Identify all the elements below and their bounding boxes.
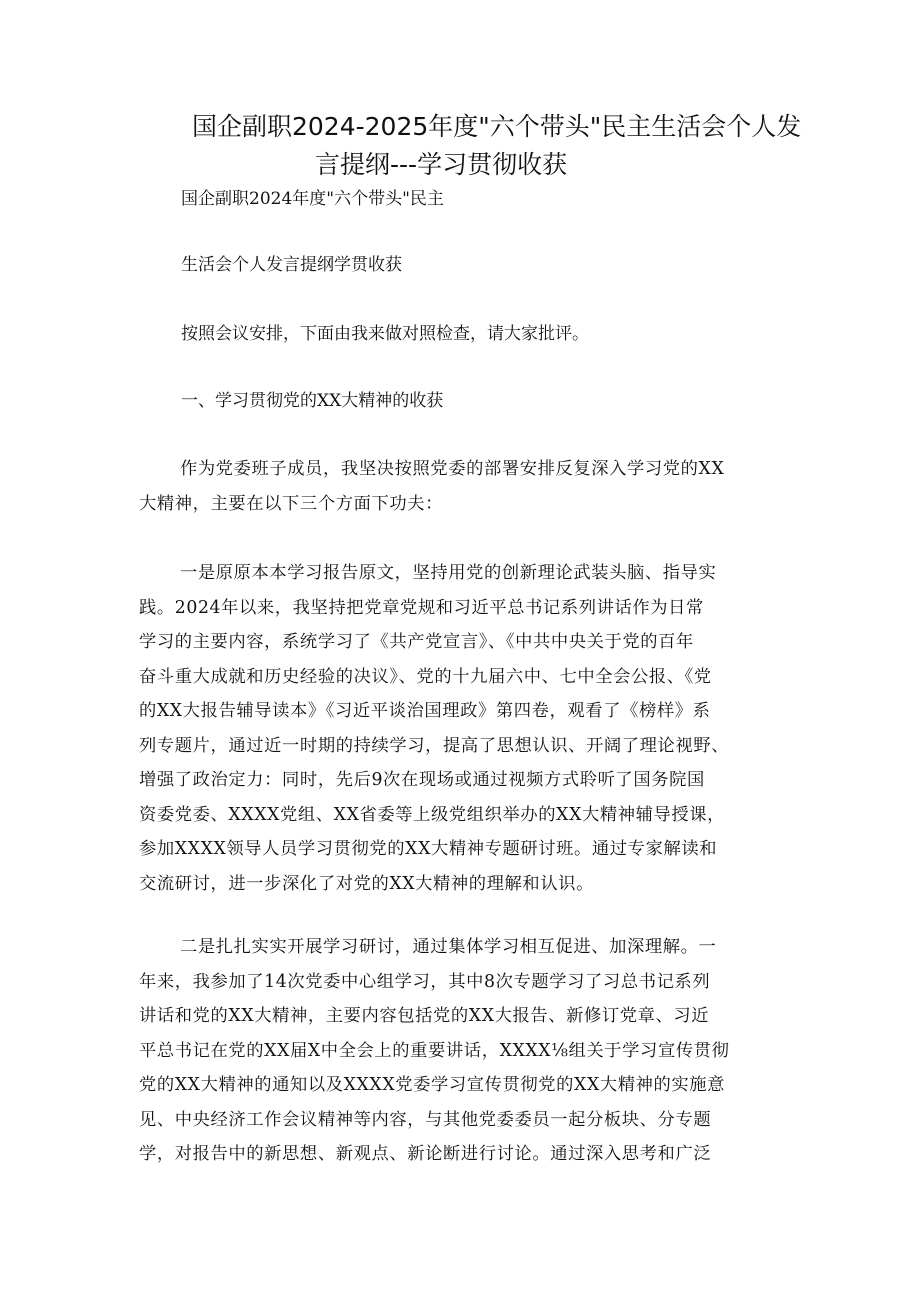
paragraph-3 [139, 930, 781, 1172]
intro-text: 按照会议安排，下面由我来做对照检查，请大家批评。 [181, 324, 589, 344]
document-title-line-1: 国企副职2024-2025年度"六个带头"民主生活会个人发 [192, 112, 802, 141]
paragraph-1 [139, 452, 781, 521]
paragraph-line: 学，对报告中的新思想、新观点、新论断进行讨论。通过深入思考和广泛 [139, 1144, 712, 1164]
section-heading: 一、学习贯彻党的XX大精神的收获 [181, 391, 444, 411]
paragraph-line: 讲话和党的XX大精神，主要内容包括党的XX大报告、新修订党章、习近 [139, 1006, 710, 1026]
paragraph-line: 的XX大报告辅导读本》《习近平谈治国理政》第四卷，观看了《榜样》系 [139, 701, 711, 721]
paragraph-line: 平总书记在党的XX届X中全会上的重要讲话，XXXX⅛组关于学习宣传贯彻 [139, 1040, 730, 1061]
paragraph-line: 大精神，主要在以下三个方面下功夫： [139, 493, 443, 514]
paragraph-line: 年来，我参加了14次党委中心组学习，其中8次专题学习了习总书记系列 [139, 971, 711, 992]
paragraph-line: 践。2024年以来，我坚持把党章党规和习近平总书记系列讲话作为日常 [139, 597, 704, 618]
paragraph-line: 参加XXXX领导人员学习贯彻党的XX大精神专题研讨班。通过专家解读和 [139, 839, 718, 859]
paragraph-line: 见、中央经济工作会议精神等内容，与其他党委委员一起分板块、分专题 [139, 1109, 712, 1130]
paragraph-line: 作为党委班子成员，我坚决按照党委的部署安排反复深入学习党的XX [180, 459, 725, 479]
paragraph-line: 增强了政治定力：同时，先后9次在现场或通过视频方式聆听了国务院国 [139, 770, 705, 790]
subtitle-line-1: 国企副职2024年度"六个带头"民主 [181, 189, 444, 209]
paragraph-line: 列专题片，通过近一时期的持续学习，提高了思想认识、开阔了理论视野、 [139, 735, 730, 756]
paragraph-line: 二是扎扎实实开展学习研讨，通过集体学习相互促进、加深理解。一 [180, 937, 717, 957]
document-title [140, 108, 830, 184]
subtitle-line-2: 生活会个人发言提纲学贯收获 [181, 255, 402, 275]
paragraph-line: 资委党委、XXXX党组、XX省委等上级党组织举办的XX大精神辅导授课， [139, 804, 726, 825]
paragraph-line: 奋斗重大成就和历史经验的决议》、党的十九届六中、七中全会公报、《党 [139, 666, 712, 687]
paragraph-line: 学习的主要内容，系统学习了《共产党宣言》、《中共中央关于党的百年 [139, 632, 694, 652]
document-title-line-2: 言提纲---学习贯彻收获 [315, 150, 568, 179]
paragraph-line: 一是原原本本学习报告原文，坚持用党的创新理论武装头脑、指导实 [180, 563, 717, 583]
paragraph-line: 交流研讨，进一步深化了对党的XX大精神的理解和认识。 [139, 873, 594, 894]
paragraph-2 [139, 556, 781, 901]
paragraph-line: 党的XX大精神的通知以及XXXX党委学习宣传贯彻党的XX大精神的实施意 [139, 1075, 726, 1095]
